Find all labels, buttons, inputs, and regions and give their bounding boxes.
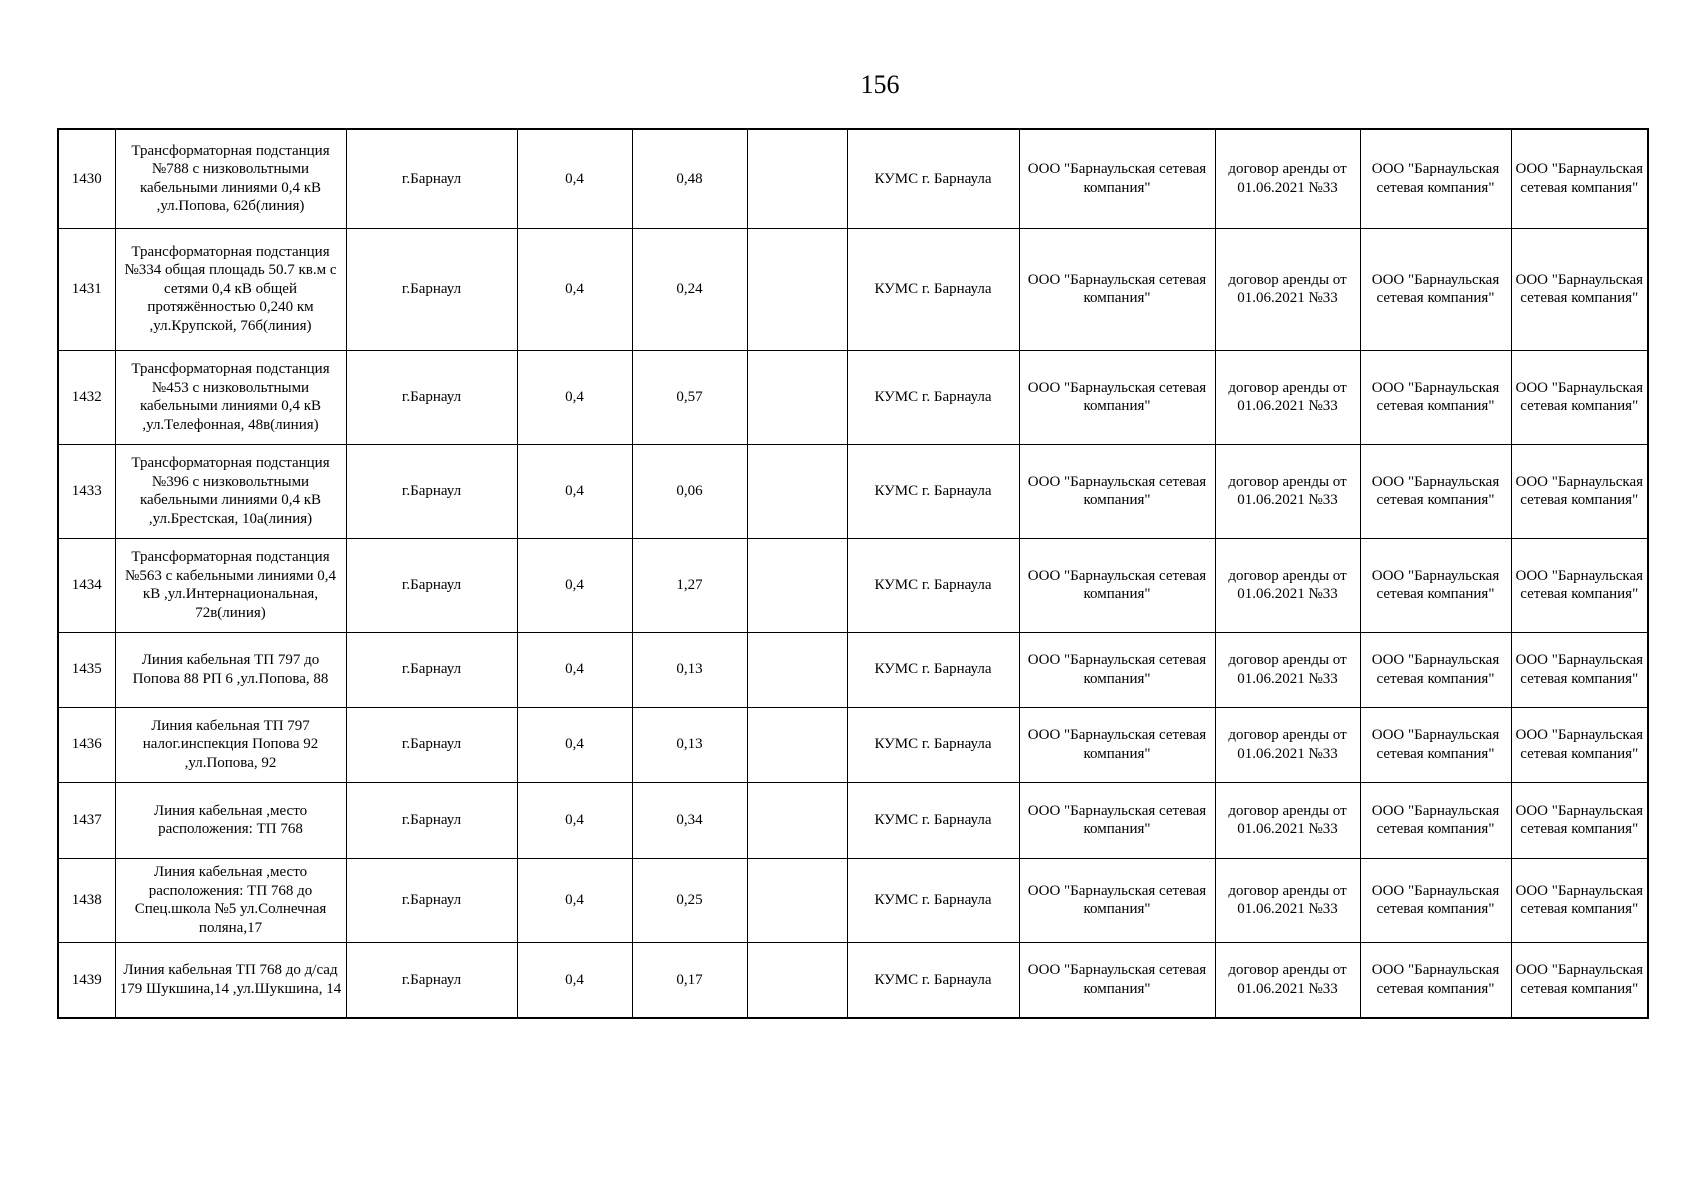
object-name-cell: Линия кабельная ,место расположения: ТП 768 до Спец.школа №5 ул.Солнечная поляна,17 bbox=[115, 858, 346, 942]
row-number-cell: 1435 bbox=[58, 632, 115, 707]
user-cell: ООО "Барнаульская сетевая компания" bbox=[1511, 129, 1648, 228]
user-cell: ООО "Барнаульская сетевая компания" bbox=[1511, 350, 1648, 444]
table-row bbox=[58, 444, 1648, 538]
length-cell: 0,34 bbox=[632, 782, 747, 858]
object-name-cell: Трансформаторная подстанция №334 общая площадь 50.7 кв.м с сетями 0,4 кВ общей протяжённостью 0,240 км ,ул.Крупской, 76б(линия) bbox=[115, 228, 346, 350]
location-cell: г.Барнаул bbox=[346, 538, 517, 632]
registry-table bbox=[57, 128, 1649, 1019]
holder-cell: ООО "Барнаульская сетевая компания" bbox=[1019, 538, 1215, 632]
empty-cell bbox=[747, 632, 847, 707]
basis-cell: договор аренды от 01.06.2021 №33 bbox=[1215, 444, 1360, 538]
operator-cell: ООО "Барнаульская сетевая компания" bbox=[1360, 538, 1511, 632]
owner-cell: КУМС г. Барнаула bbox=[847, 350, 1019, 444]
voltage-cell: 0,4 bbox=[517, 707, 632, 782]
owner-cell: КУМС г. Барнаула bbox=[847, 228, 1019, 350]
location-cell: г.Барнаул bbox=[346, 707, 517, 782]
row-number-cell: 1438 bbox=[58, 858, 115, 942]
holder-cell: ООО "Барнаульская сетевая компания" bbox=[1019, 858, 1215, 942]
operator-cell: ООО "Барнаульская сетевая компания" bbox=[1360, 707, 1511, 782]
operator-cell: ООО "Барнаульская сетевая компания" bbox=[1360, 632, 1511, 707]
user-cell: ООО "Барнаульская сетевая компания" bbox=[1511, 444, 1648, 538]
row-number-cell: 1439 bbox=[58, 942, 115, 1018]
location-cell: г.Барнаул bbox=[346, 942, 517, 1018]
operator-cell: ООО "Барнаульская сетевая компания" bbox=[1360, 444, 1511, 538]
row-number-cell: 1433 bbox=[58, 444, 115, 538]
object-name-cell: Трансформаторная подстанция №563 с кабельными линиями 0,4 кВ ,ул.Интернациональная, 72в(линия) bbox=[115, 538, 346, 632]
empty-cell bbox=[747, 350, 847, 444]
location-cell: г.Барнаул bbox=[346, 858, 517, 942]
object-name-cell: Линия кабельная ТП 797 до Попова 88 РП 6 ,ул.Попова, 88 bbox=[115, 632, 346, 707]
length-cell: 0,13 bbox=[632, 707, 747, 782]
length-cell: 0,48 bbox=[632, 129, 747, 228]
row-number-cell: 1434 bbox=[58, 538, 115, 632]
operator-cell: ООО "Барнаульская сетевая компания" bbox=[1360, 350, 1511, 444]
object-name-cell: Линия кабельная ,место расположения: ТП 768 bbox=[115, 782, 346, 858]
table-row bbox=[58, 707, 1648, 782]
voltage-cell: 0,4 bbox=[517, 632, 632, 707]
object-name-cell: Трансформаторная подстанция №396 с низковольтными кабельными линиями 0,4 кВ ,ул.Брестская, 10а(линия) bbox=[115, 444, 346, 538]
table-row bbox=[58, 228, 1648, 350]
empty-cell bbox=[747, 942, 847, 1018]
owner-cell: КУМС г. Барнаула bbox=[847, 538, 1019, 632]
row-number-cell: 1430 bbox=[58, 129, 115, 228]
holder-cell: ООО "Барнаульская сетевая компания" bbox=[1019, 942, 1215, 1018]
user-cell: ООО "Барнаульская сетевая компания" bbox=[1511, 538, 1648, 632]
table-row bbox=[58, 129, 1648, 228]
table-row bbox=[58, 632, 1648, 707]
holder-cell: ООО "Барнаульская сетевая компания" bbox=[1019, 444, 1215, 538]
empty-cell bbox=[747, 858, 847, 942]
empty-cell bbox=[747, 782, 847, 858]
object-name-cell: Линия кабельная ТП 768 до д/сад 179 Шукшина,14 ,ул.Шукшина, 14 bbox=[115, 942, 346, 1018]
length-cell: 0,57 bbox=[632, 350, 747, 444]
table-row bbox=[58, 782, 1648, 858]
table-body bbox=[58, 129, 1648, 1018]
voltage-cell: 0,4 bbox=[517, 228, 632, 350]
row-number-cell: 1432 bbox=[58, 350, 115, 444]
location-cell: г.Барнаул bbox=[346, 782, 517, 858]
location-cell: г.Барнаул bbox=[346, 632, 517, 707]
length-cell: 0,17 bbox=[632, 942, 747, 1018]
holder-cell: ООО "Барнаульская сетевая компания" bbox=[1019, 707, 1215, 782]
operator-cell: ООО "Барнаульская сетевая компания" bbox=[1360, 942, 1511, 1018]
voltage-cell: 0,4 bbox=[517, 858, 632, 942]
owner-cell: КУМС г. Барнаула bbox=[847, 942, 1019, 1018]
holder-cell: ООО "Барнаульская сетевая компания" bbox=[1019, 782, 1215, 858]
table-row bbox=[58, 858, 1648, 942]
voltage-cell: 0,4 bbox=[517, 942, 632, 1018]
holder-cell: ООО "Барнаульская сетевая компания" bbox=[1019, 632, 1215, 707]
user-cell: ООО "Барнаульская сетевая компания" bbox=[1511, 858, 1648, 942]
operator-cell: ООО "Барнаульская сетевая компания" bbox=[1360, 228, 1511, 350]
row-number-cell: 1437 bbox=[58, 782, 115, 858]
basis-cell: договор аренды от 01.06.2021 №33 bbox=[1215, 538, 1360, 632]
user-cell: ООО "Барнаульская сетевая компания" bbox=[1511, 228, 1648, 350]
basis-cell: договор аренды от 01.06.2021 №33 bbox=[1215, 228, 1360, 350]
object-name-cell: Трансформаторная подстанция №453 с низковольтными кабельными линиями 0,4 кВ ,ул.Телефонная, 48в(линия) bbox=[115, 350, 346, 444]
basis-cell: договор аренды от 01.06.2021 №33 bbox=[1215, 129, 1360, 228]
object-name-cell: Линия кабельная ТП 797 налог.инспекция Попова 92 ,ул.Попова, 92 bbox=[115, 707, 346, 782]
user-cell: ООО "Барнаульская сетевая компания" bbox=[1511, 707, 1648, 782]
table-row bbox=[58, 350, 1648, 444]
voltage-cell: 0,4 bbox=[517, 782, 632, 858]
owner-cell: КУМС г. Барнаула bbox=[847, 129, 1019, 228]
basis-cell: договор аренды от 01.06.2021 №33 bbox=[1215, 632, 1360, 707]
owner-cell: КУМС г. Барнаула bbox=[847, 858, 1019, 942]
length-cell: 0,25 bbox=[632, 858, 747, 942]
basis-cell: договор аренды от 01.06.2021 №33 bbox=[1215, 858, 1360, 942]
basis-cell: договор аренды от 01.06.2021 №33 bbox=[1215, 350, 1360, 444]
voltage-cell: 0,4 bbox=[517, 129, 632, 228]
user-cell: ООО "Барнаульская сетевая компания" bbox=[1511, 782, 1648, 858]
basis-cell: договор аренды от 01.06.2021 №33 bbox=[1215, 942, 1360, 1018]
basis-cell: договор аренды от 01.06.2021 №33 bbox=[1215, 782, 1360, 858]
operator-cell: ООО "Барнаульская сетевая компания" bbox=[1360, 782, 1511, 858]
voltage-cell: 0,4 bbox=[517, 350, 632, 444]
basis-cell: договор аренды от 01.06.2021 №33 bbox=[1215, 707, 1360, 782]
location-cell: г.Барнаул bbox=[346, 228, 517, 350]
empty-cell bbox=[747, 444, 847, 538]
page-number: 156 bbox=[860, 70, 900, 99]
owner-cell: КУМС г. Барнаула bbox=[847, 444, 1019, 538]
holder-cell: ООО "Барнаульская сетевая компания" bbox=[1019, 350, 1215, 444]
owner-cell: КУМС г. Барнаула bbox=[847, 707, 1019, 782]
location-cell: г.Барнаул bbox=[346, 444, 517, 538]
table-row bbox=[58, 538, 1648, 632]
holder-cell: ООО "Барнаульская сетевая компания" bbox=[1019, 228, 1215, 350]
row-number-cell: 1436 bbox=[58, 707, 115, 782]
length-cell: 0,24 bbox=[632, 228, 747, 350]
empty-cell bbox=[747, 707, 847, 782]
operator-cell: ООО "Барнаульская сетевая компания" bbox=[1360, 129, 1511, 228]
owner-cell: КУМС г. Барнаула bbox=[847, 632, 1019, 707]
empty-cell bbox=[747, 228, 847, 350]
length-cell: 0,06 bbox=[632, 444, 747, 538]
operator-cell: ООО "Барнаульская сетевая компания" bbox=[1360, 858, 1511, 942]
empty-cell bbox=[747, 129, 847, 228]
object-name-cell: Трансформаторная подстанция №788 с низковольтными кабельными линиями 0,4 кВ ,ул.Попова, 62б(линия) bbox=[115, 129, 346, 228]
length-cell: 1,27 bbox=[632, 538, 747, 632]
length-cell: 0,13 bbox=[632, 632, 747, 707]
empty-cell bbox=[747, 538, 847, 632]
user-cell: ООО "Барнаульская сетевая компания" bbox=[1511, 632, 1648, 707]
holder-cell: ООО "Барнаульская сетевая компания" bbox=[1019, 129, 1215, 228]
table-row bbox=[58, 942, 1648, 1018]
voltage-cell: 0,4 bbox=[517, 538, 632, 632]
row-number-cell: 1431 bbox=[58, 228, 115, 350]
user-cell: ООО "Барнаульская сетевая компания" bbox=[1511, 942, 1648, 1018]
location-cell: г.Барнаул bbox=[346, 350, 517, 444]
owner-cell: КУМС г. Барнаула bbox=[847, 782, 1019, 858]
voltage-cell: 0,4 bbox=[517, 444, 632, 538]
location-cell: г.Барнаул bbox=[346, 129, 517, 228]
